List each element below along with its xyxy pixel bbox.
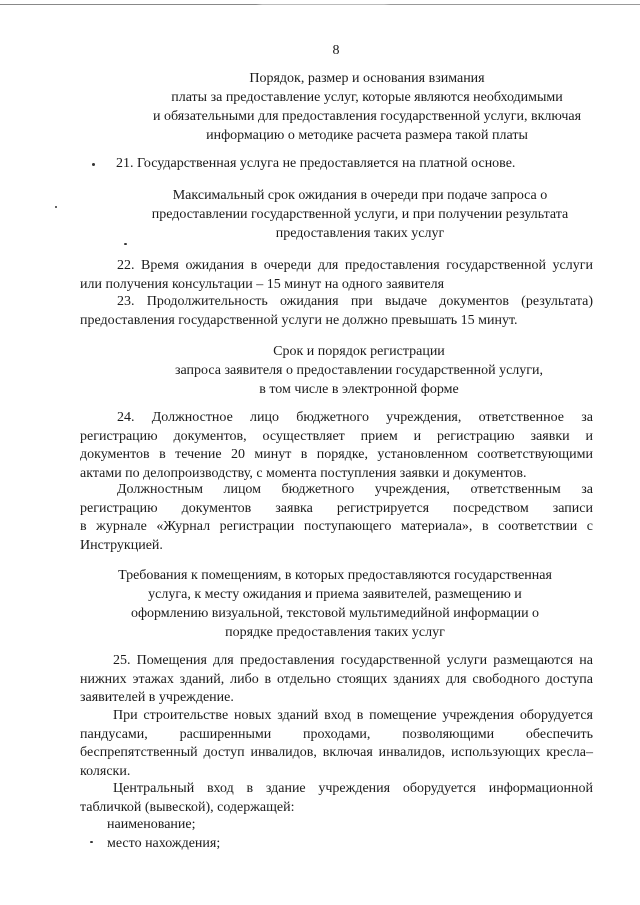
scan-speck [55, 206, 57, 208]
heading-wait [65, 186, 640, 243]
paragraph-line: 22. Время ожидания в очереди для предоставления государственной услуги [117, 258, 593, 273]
heading-line: в том числе в электронной форме [259, 382, 459, 397]
scan-speck [90, 841, 93, 843]
paragraph-line: регистрацию документов заявка регистрируется посредством записи [80, 500, 593, 516]
paragraph-line: регистрацию документов, осуществляет прием и регистрацию заявки и [80, 428, 593, 444]
heading-line: предоставлении государственной услуги, и при получении результата [151, 207, 569, 222]
scan-speck [92, 163, 95, 166]
scan-speck [124, 243, 127, 245]
list-item: наименование; [107, 817, 196, 832]
heading-line: порядке предоставления таких услуг [225, 625, 445, 640]
paragraph-line: 21. Государственная услуга не предоставляется на платной основе. [116, 156, 516, 171]
paragraph-22 [80, 257, 593, 294]
list-signage-items [80, 816, 593, 853]
heading-line: Порядок, размер и основания взимания [249, 71, 485, 86]
paragraph-line: нижних этажах зданий, либо в отдельно стоящих зданиях для свободного доступа [80, 671, 593, 687]
paragraph-line: Инструкцией. [80, 537, 163, 553]
paragraph-line: заявителей в учреждение. [80, 690, 234, 705]
paragraph-line: 24. Должностное лицо бюджетного учреждения, ответственное за [117, 410, 593, 425]
heading-line: платы за предоставление услуг, которые являются необходимыми [171, 90, 563, 105]
paragraph-24b [80, 481, 593, 555]
paragraph-25b [80, 707, 593, 781]
heading-line: оформлению визуальной, текстовой мультимедийной информации о [130, 606, 540, 621]
paragraph-line: предоставления государственной услуги не должно превышать 15 минут. [80, 312, 518, 328]
paragraph-line: 23. Продолжительность ожидания при выдаче документов (результата) [117, 294, 593, 309]
paragraph-line: При строительстве новых зданий вход в помещение учреждения оборудуется [113, 708, 593, 723]
paragraph-25 [80, 652, 593, 708]
paragraph-line: Должностным лицом бюджетного учреждения, ответственным за [117, 482, 593, 497]
heading-line: Максимальный срок ожидания в очереди при подаче запроса о [172, 188, 548, 203]
paragraph-line: Центральный вход в здание учреждения оборудуется информационной [113, 781, 593, 796]
paragraph-21 [116, 155, 596, 174]
heading-line: услуга, к месту ожидания и приема заявителей, размещению и [148, 587, 522, 602]
paragraph-25c [80, 780, 593, 817]
heading-premises [40, 566, 630, 642]
paragraph-line: пандусами, расширенными проходами, позволяющими обеспечить [80, 726, 593, 742]
paragraph-line: в журнале «Журнал регистрации поступающего материала», в соответствии с [80, 519, 593, 534]
heading-line: предоставления таких услуг [275, 226, 445, 241]
scan-edge-line [0, 4, 640, 5]
heading-registration [64, 342, 640, 399]
heading-line: информацию о методике расчета размера такой платы [206, 128, 528, 143]
heading-line: запроса заявителя о предоставлении государственной услуги, [174, 363, 544, 378]
paragraph-line: 25. Помещения для предоставления государственной услуги размещаются на [113, 653, 593, 668]
heading-line: и обязательными для предоставления государственной услуги, включая [152, 109, 582, 124]
paragraph-line: документов в течение 20 минут в порядке, установленном соответствующими [80, 447, 593, 462]
paragraph-line: табличкой (вывеской), содержащей: [80, 799, 295, 815]
paragraph-24 [80, 409, 593, 483]
paragraph-line: беспрепятственный доступ инвалидов, включая инвалидов, использующих кресла– [80, 745, 593, 760]
heading-fee [72, 69, 640, 145]
paragraph-line: или получения консультации – 15 минут на одного заявителя [80, 276, 445, 292]
paragraph-line: актами по делопроизводству, с момента поступления заявки и документов. [80, 465, 527, 481]
paragraph-23 [80, 293, 593, 330]
page-number: 8 [332, 43, 340, 58]
heading-line: Требования к помещениям, в которых предоставляются государственная [118, 568, 552, 583]
heading-line: Срок и порядок регистрации [273, 344, 445, 359]
list-item: место нахождения; [107, 835, 221, 851]
paragraph-line: коляски. [80, 763, 131, 779]
